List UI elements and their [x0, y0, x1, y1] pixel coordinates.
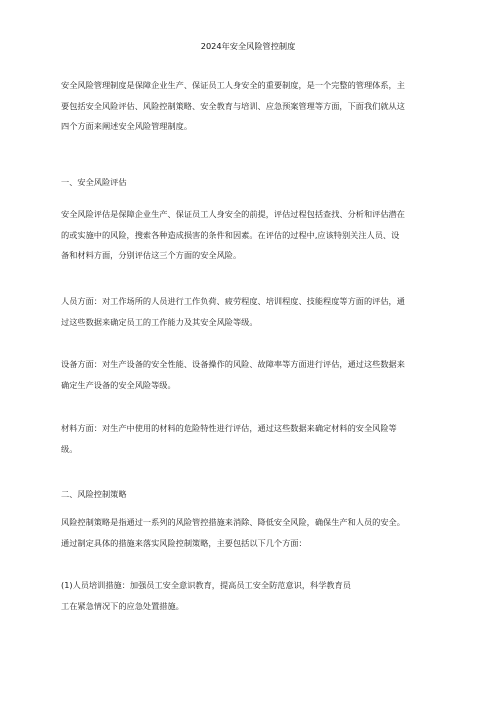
- intro-line: 安全风险管理制度是保障企业生产、保证员工人身安全的重要制度，是一个完整的管理体系，主: [61, 80, 405, 90]
- item1-line: 工在紧急情况下的应急处置措施。: [61, 600, 184, 611]
- section1-line: 备和材料方面，分别评估这三个方面的安全风险。: [61, 250, 242, 261]
- materials-line: 材料方面：对生产中使用的材料的危险特性进行评估，通过这些数据来确定材料的安全风险等: [61, 423, 397, 433]
- intro-paragraph: [61, 75, 439, 137]
- personnel-line: 过这些数据来确定员工的工作能力及其安全风险等级。: [61, 316, 258, 327]
- section1-line: 安全风险评估是保障企业生产、保证员工人身安全的前提，评估过程包括查找、分析和评估潜在: [61, 209, 405, 219]
- materials-line: 级。: [61, 443, 78, 454]
- intro-line: 要包括安全风险评估、风险控制策略、安全教育与培训、应急预案管理等方面，下面我们就从这: [61, 100, 405, 111]
- intro-line: 四个方面来阐述安全风险管理制度。: [61, 121, 193, 132]
- section2-line: 风险控制策略是指通过一系列的风险管控措施来消除、降低安全风险，确保生产和人员的安全。: [61, 517, 405, 527]
- section1-paragraph: [61, 204, 439, 266]
- section1-line: 的或实施中的风险，搜索各种造成损害的条件和因素。在评估的过程中,应该特别关注人员、设: [61, 229, 400, 240]
- personnel-line: 人员方面：对工作场所的人员进行工作负荷、疲劳程度、培训程度、技能程度等方面的评估，通: [61, 296, 405, 306]
- item1-line: (1)人员培训措施：加强员工安全意识教育，提高员工安全防范意识，科学教育员: [61, 580, 351, 590]
- item1-paragraph: [61, 575, 439, 616]
- equipment-line: 设备方面：对生产设备的安全性能、设备操作的风险、故障率等方面进行评估，通过这些数据来: [61, 359, 405, 369]
- materials-paragraph: [61, 418, 439, 459]
- equipment-line: 确定生产设备的安全风险等级。: [61, 379, 176, 390]
- section2-line: 通过制定具体的措施来落实风险控制策略，主要包括以下几个方面：: [61, 537, 307, 548]
- personnel-paragraph: [61, 291, 439, 332]
- equipment-paragraph: [61, 354, 439, 395]
- section2-heading: 二、风险控制策略: [61, 489, 127, 499]
- section1-heading: 一、安全风险评估: [61, 177, 127, 187]
- document-title: 2024年安全风险管控制度: [200, 41, 296, 51]
- section2-paragraph: [61, 512, 439, 553]
